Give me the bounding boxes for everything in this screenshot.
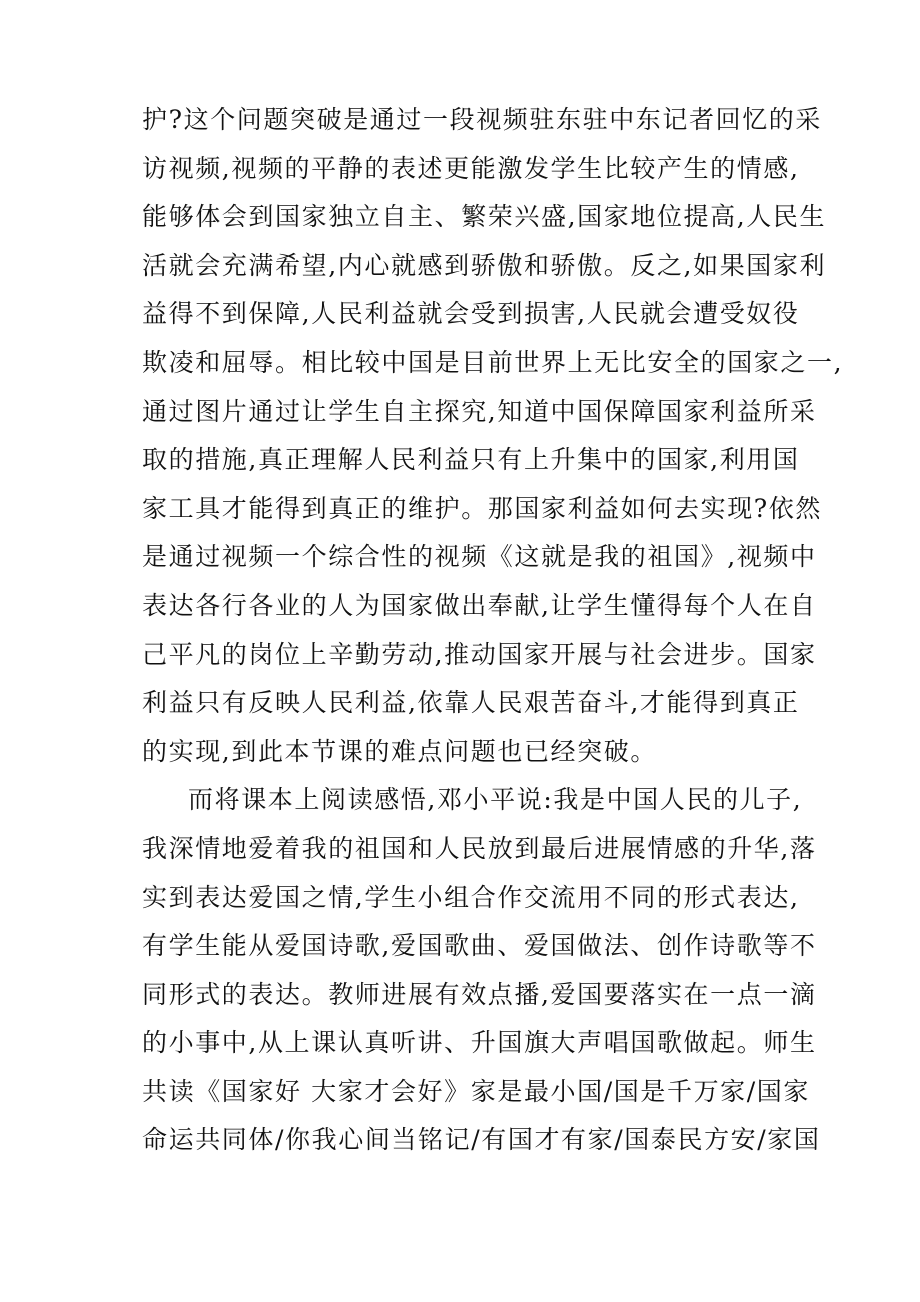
paragraph-line: 实到表达爱国之情,学生小组合作交流用不同的形式表达, bbox=[142, 882, 800, 912]
paragraph-line: 取的措施,真正理解人民利益只有上升集中的国家,利用国 bbox=[142, 445, 800, 475]
paragraph-line: 己平凡的岗位上辛勤劳动,推动国家开展与社会进步。国家 bbox=[142, 639, 817, 669]
paragraph-line: 我深情地爱着我的祖国和人民放到最后进展情感的升华,落 bbox=[142, 833, 817, 863]
paragraph-line: 通过图片通过让学生自主探究,知道中国保障国家利益所采 bbox=[142, 396, 817, 426]
paragraph-line: 是通过视频一个综合性的视频《这就是我的祖国》,视频中 bbox=[142, 542, 817, 572]
paragraph-line: 的实现,到此本节课的难点问题也已经突破。 bbox=[142, 736, 657, 766]
paragraph-line: 表达各行各业的人为国家做出奉献,让学生懂得每个人在自 bbox=[142, 590, 817, 620]
paragraph-line: 的小事中,从上课认真听讲、升国旗大声唱国歌做起。师生 bbox=[142, 1028, 817, 1058]
paragraph-line: 欺凌和屈辱。相比较中国是目前世界上无比安全的国家之一, bbox=[142, 347, 844, 377]
paragraph-line: 能够体会到国家独立自主、繁荣兴盛,国家地位提高,人民生 bbox=[142, 202, 827, 232]
paragraph-line: 利益只有反映人民利益,依靠人民艰苦奋斗,才能得到真正 bbox=[142, 688, 800, 718]
body-text bbox=[142, 96, 844, 1165]
paragraph-line: 命运共同体/你我心间当铭记/有国才有家/国泰民方安/家国 bbox=[142, 1125, 821, 1155]
paragraph-line: 活就会充满希望,内心就感到骄傲和骄傲。反之,如果国家利 bbox=[142, 250, 827, 280]
paragraph-line: 护?这个问题突破是通过一段视频驻东驻中东记者回忆的采 bbox=[142, 105, 823, 134]
paragraph-line: 有学生能从爱国诗歌,爱国歌曲、爱国做法、创作诗歌等不 bbox=[142, 931, 817, 961]
paragraph-line: 共读《国家好 大家才会好》家是最小国/国是千万家/国家 bbox=[142, 1076, 810, 1106]
paragraph-line: 访视频,视频的平静的表述更能激发学生比较产生的情感, bbox=[142, 153, 800, 183]
paragraph-first-line: 而将课本上阅读感悟,邓小平说:我是中国人民的儿子, bbox=[188, 785, 803, 815]
paragraph-line: 同形式的表达。教师进展有效点播,爱国要落实在一点一滴 bbox=[142, 979, 817, 1009]
paragraph-line: 家工具才能得到真正的维护。那国家利益如何去实现?依然 bbox=[142, 493, 823, 523]
paragraph-line: 益得不到保障,人民利益就会受到损害,人民就会遭受奴役 bbox=[142, 299, 800, 329]
